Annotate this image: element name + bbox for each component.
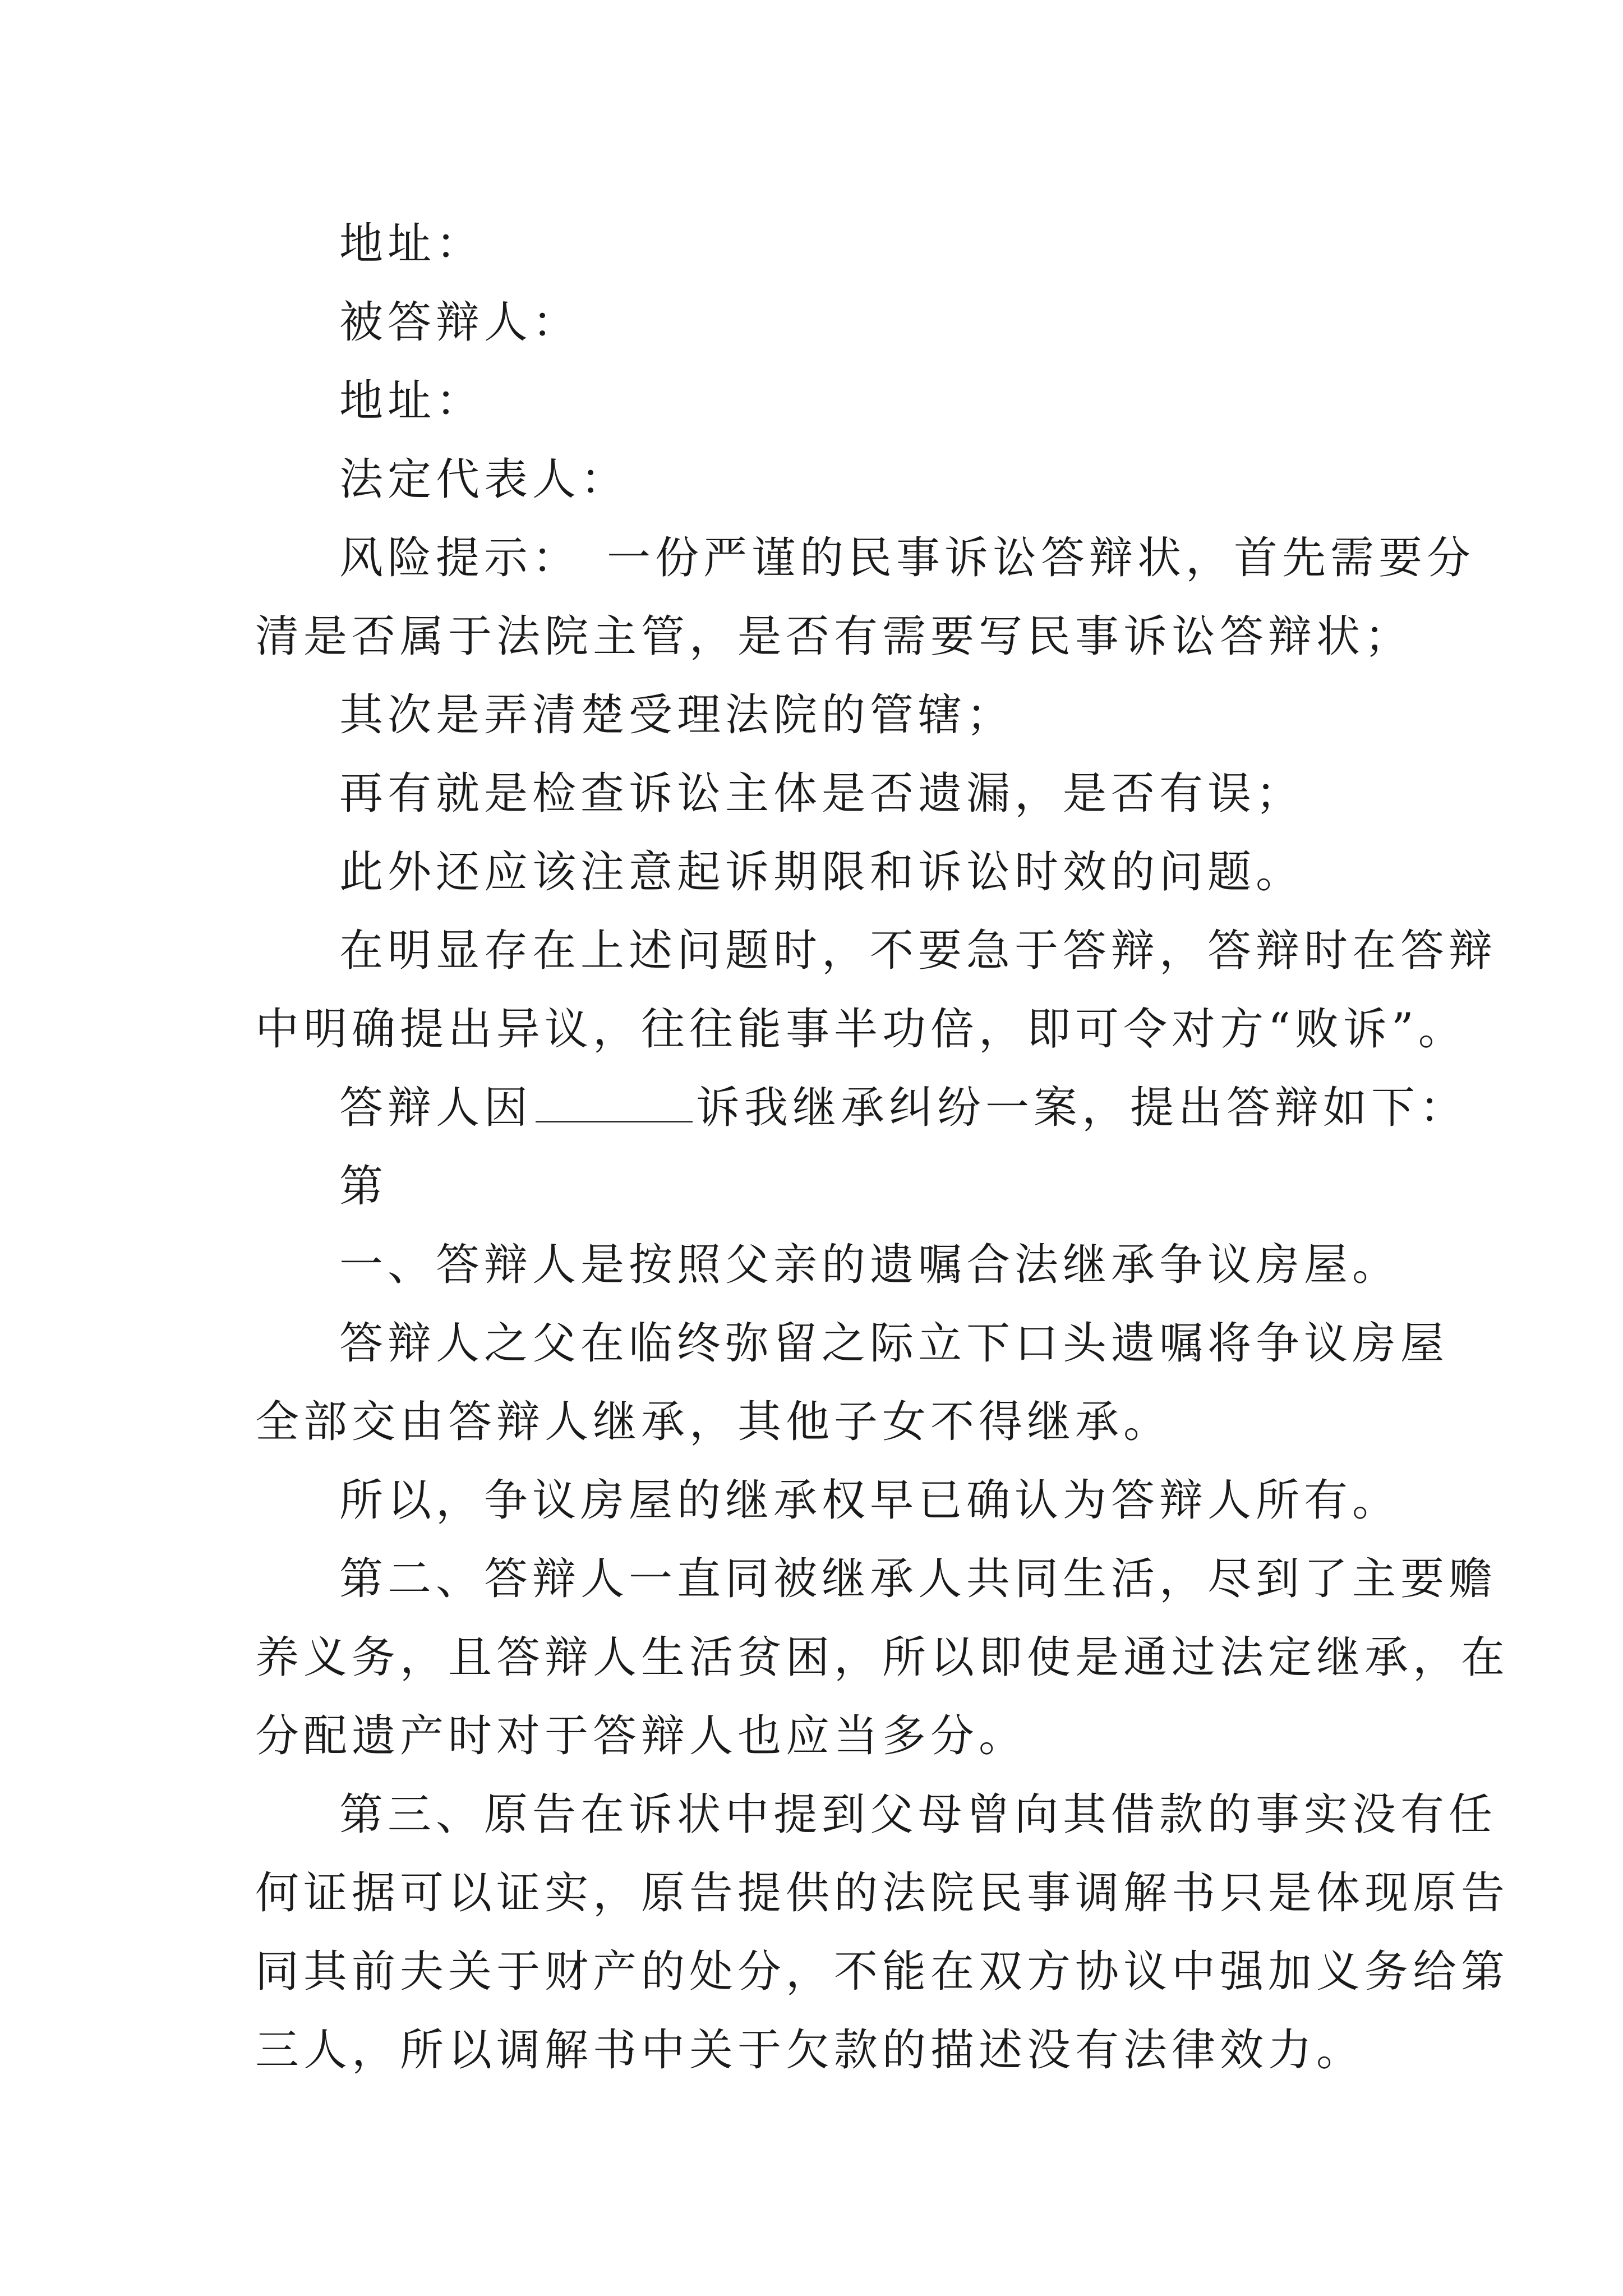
paragraph-jurisdiction: 其次是弄清楚受理法院的管辖； (339, 690, 1015, 740)
risk-notice-line-1: 风险提示： 一份严谨的民事诉讼答辩状，首先需要分 (339, 533, 1476, 583)
legal-representative-label: 法定代表人： (339, 454, 629, 505)
paragraph-objection-line-2: 中明确提出异议，往往能事半功倍，即可令对方“败诉”。 (255, 1004, 1467, 1055)
point-one-line-2: 全部交由答辩人继承，其他子女不得继承。 (255, 1397, 1172, 1447)
point-three-line-3: 同其前夫关于财产的处分，不能在双方协议中强加义务给第 (255, 1947, 1510, 1997)
defense-intro-end: 诉我继承纠纷一案，提出答辩如下： (696, 1083, 1468, 1133)
defense-intro-start: 答辩人因 (339, 1083, 533, 1133)
paragraph-limitation: 此外还应该注意起诉期限和诉讼时效的问题。 (339, 847, 1304, 898)
paragraph-objection-line-1: 在明显存在上述问题时，不要急于答辩，答辩时在答辩 (339, 926, 1497, 976)
point-three-line-2: 何证据可以证实，原告提供的法院民事调解书只是体现原告 (255, 1868, 1510, 1918)
paragraph-parties: 再有就是检查诉讼主体是否遗漏，是否有误； (339, 769, 1304, 819)
point-three-line-1: 第三、原告在诉状中提到父母曾向其借款的事实没有任 (339, 1789, 1497, 1840)
respondent-label: 被答辩人： (339, 297, 581, 348)
point-one-conclusion: 所以，争议房屋的继承权早已确认为答辩人所有。 (339, 1475, 1401, 1526)
risk-notice-line-2: 清是否属于法院主管，是否有需要写民事诉讼答辩状； (255, 611, 1413, 662)
defense-intro-line (339, 1080, 1483, 1136)
address-label-1: 地址： (339, 219, 485, 269)
point-one-heading: 一、答辩人是按照父亲的遗嘱合法继承争议房屋。 (339, 1240, 1401, 1290)
address-label-2: 地址： (339, 376, 485, 426)
point-one-line-1: 答辩人之父在临终弥留之际立下口头遗嘱将争议房屋 (339, 1318, 1449, 1369)
point-three-line-4: 三人，所以调解书中关于欠款的描述没有法律效力。 (255, 2025, 1365, 2076)
point-two-line-3: 分配遗产时对于答辩人也应当多分。 (255, 1711, 1027, 1761)
blank-fill-line (536, 1082, 693, 1122)
point-two-line-2: 养义务，且答辩人生活贫困，所以即使是通过法定继承，在 (255, 1632, 1510, 1683)
ordinal-di: 第 (339, 1161, 388, 1212)
point-two-line-1: 第二、答辩人一直同被继承人共同生活，尽到了主要赡 (339, 1554, 1497, 1604)
